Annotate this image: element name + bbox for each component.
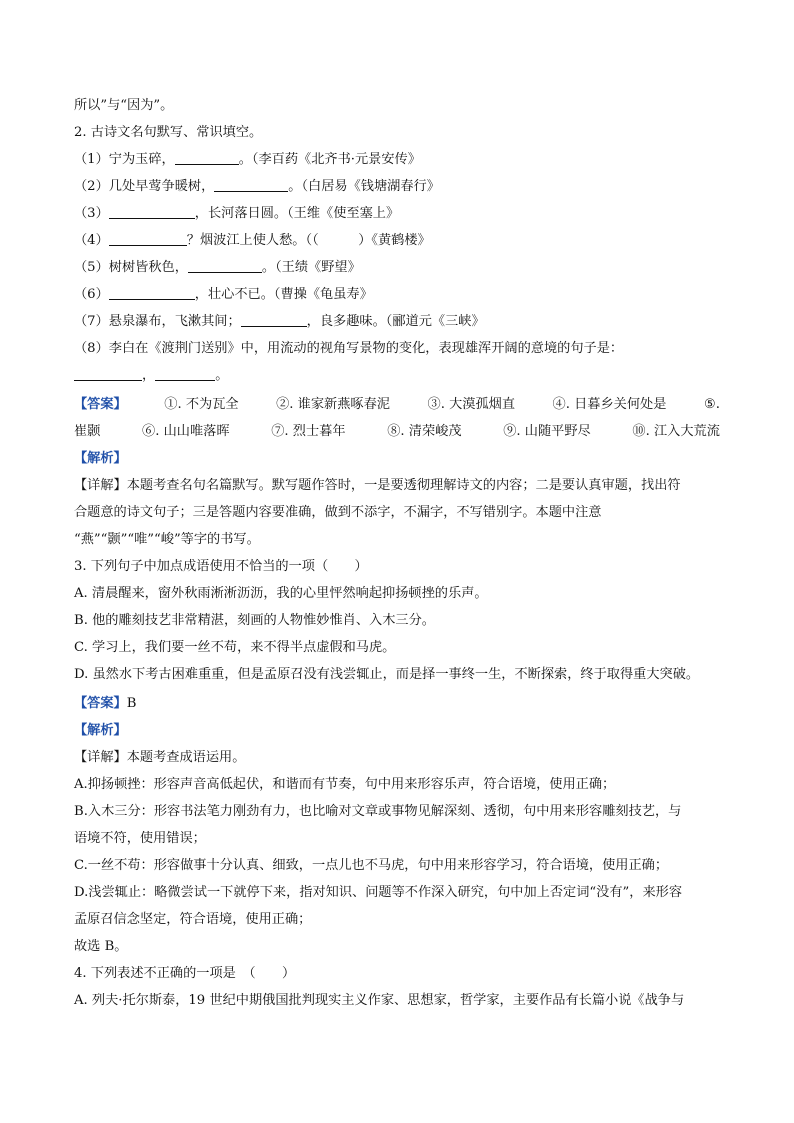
item-text: （6） <box>74 287 109 302</box>
item-text: （7）悬泉瀑布，飞漱其间； <box>74 314 241 329</box>
item-text: （2）几处早莺争暖树， <box>74 179 215 194</box>
question-3-title: 3. 下列句子中加点成语使用不恰当的一项（ ） <box>74 559 368 574</box>
item-source: 。（王绩《野望》 <box>261 260 361 275</box>
fill-blank <box>74 366 142 381</box>
option-c: C. 学习上，我们要一丝不苟，来不得半点虚假和马虎。 <box>74 640 396 655</box>
answer-item: ④. 日暮乡关何处是 <box>552 397 667 412</box>
answer-item: ⑥. 山山唯落晖 <box>142 424 230 439</box>
item-text: （1）宁为玉碎， <box>74 152 175 167</box>
text-line: 所以”与“因为”。 <box>74 98 174 113</box>
item-source: 。（白居易《钱塘湖春行》 <box>288 179 440 194</box>
question-2-item-3 <box>74 204 399 224</box>
detail-label: 【详解】 <box>74 750 127 765</box>
question-2-item-4 <box>74 231 431 251</box>
question-2-item-8-blanks <box>74 366 228 386</box>
detail-line: 合题意的诗文句子；三是答题内容要准确，做到不添字，不漏字，不写错别字。本题中注意 <box>74 505 602 520</box>
item-source: ，壮心不已。（曹操《龟虽寿》 <box>194 287 373 302</box>
question-2-title: 2. 古诗文名句默写、常识填空。 <box>74 125 263 140</box>
answer-item: ⑩. 江入大荒流 <box>632 424 720 439</box>
option-b: B. 他的雕刻技艺非常精湛，刻画的人物惟妙惟肖、入木三分。 <box>74 613 435 628</box>
item-text: （5）树树皆秋色， <box>74 260 188 275</box>
question-2-item-2 <box>74 177 440 197</box>
answer-item: ⑨. 山随平野尽 <box>503 424 591 439</box>
question-2-item-5 <box>74 258 361 278</box>
answer-item: ②. 谁家新燕啄春泥 <box>276 397 390 412</box>
punctuation: ， <box>142 368 156 383</box>
detail-line: “燕”“颢”“唯”“峻”等字的书写。 <box>74 532 260 547</box>
option-a: A. 列夫·托尔斯泰，19 世纪中期俄国批判现实主义作家、思想家，哲学家，主要作品有长篇小说《战争与 <box>74 993 685 1008</box>
question-2-item-6 <box>74 285 373 305</box>
answer-item: ⑤. <box>703 397 720 412</box>
explanation-b-cont: 语境不符，使用错误； <box>74 831 206 846</box>
item-source: ，长河落日圆。（王维《使至塞上》 <box>194 206 400 221</box>
fill-blank <box>241 312 307 327</box>
answer-label: 【答案】 <box>74 696 127 711</box>
conclusion-line: 故选 B。 <box>74 939 128 954</box>
answer-line-1 <box>74 395 720 415</box>
option-d: D. 虽然水下考古困难重重，但是孟原召没有浅尝辄止，而是择一事终一生，不断探索，终于取得重大突破。 <box>74 667 700 682</box>
item-source: ，良多趣味。（郦道元《三峡》 <box>306 314 485 329</box>
fill-blank <box>155 366 215 381</box>
question-4-title: 4. 下列表述不正确的一项是 （ ） <box>74 966 296 981</box>
answer-line-2 <box>74 422 720 442</box>
fill-blank <box>109 231 187 246</box>
answer-item: ⑧. 清荣峻茂 <box>387 424 462 439</box>
fill-blank <box>214 177 288 192</box>
explanation-d-cont: 孟原召信念坚定，符合语境，使用正确； <box>74 912 312 927</box>
question-2-item-7 <box>74 312 485 332</box>
question-2-item-8: （8）李白在《渡荆门送别》中，用流动的视角写景物的变化，表现雄浑开阔的意境的句子是： <box>74 341 624 356</box>
explanation-c: C.一丝不苟：形容做事十分认真、细致，一点儿也不马虎，句中用来形容学习，符合语境，使用正确； <box>74 858 669 873</box>
detail-text: 本题考查成语运用。 <box>126 750 246 765</box>
item-text: （3） <box>74 206 109 221</box>
analysis-label: 【解析】 <box>74 451 127 466</box>
answer-item: ①. 不为瓦全 <box>164 397 239 412</box>
detail-label: 【详解】 <box>74 478 127 493</box>
question-2-item-1 <box>74 150 421 170</box>
punctuation: 。 <box>215 368 229 383</box>
fill-blank <box>188 258 262 273</box>
answer-item: ⑦. 烈士暮年 <box>271 424 346 439</box>
detail-line <box>74 476 681 496</box>
fill-blank <box>175 150 239 165</box>
fill-blank <box>109 285 195 300</box>
item-source: 。（李百药《北齐书·元景安传》 <box>238 152 421 167</box>
answer-line <box>74 694 136 714</box>
analysis-label: 【解析】 <box>74 723 127 738</box>
item-source: ？烟波江上使人愁。（（ ）《黄鹤楼》 <box>186 233 431 248</box>
fill-blank <box>109 204 195 219</box>
detail-line <box>74 748 245 768</box>
answer-label: 【答案】 <box>74 397 127 412</box>
explanation-b: B.入木三分：形容书法笔力刚劲有力，也比喻对文章或事物见解深刻、透彻，句中用来形容雕刻技艺，与 <box>74 804 682 819</box>
explanation-d: D.浅尝辄止：略微尝试一下就停下来，指对知识、问题等不作深入研究，句中加上否定词“没有”，来形容 <box>74 885 683 900</box>
answer-item: 崔颢 <box>74 424 101 439</box>
answer-value: B <box>126 696 137 711</box>
explanation-a: A.抑扬顿挫：形容声音高低起伏，和谐而有节奏，句中用来形容乐声，符合语境，使用正确； <box>74 777 616 792</box>
answer-item: ③. 大漠孤烟直 <box>427 397 516 412</box>
option-a: A. 清晨醒来，窗外秋雨淅淅沥沥，我的心里怦然响起抑扬顿挫的乐声。 <box>74 586 488 601</box>
item-text: （4） <box>74 233 109 248</box>
detail-text: 本题考查名句名篇默写。默写题作答时，一是要透彻理解诗文的内容；二是要认真审题，找出符 <box>126 478 681 493</box>
